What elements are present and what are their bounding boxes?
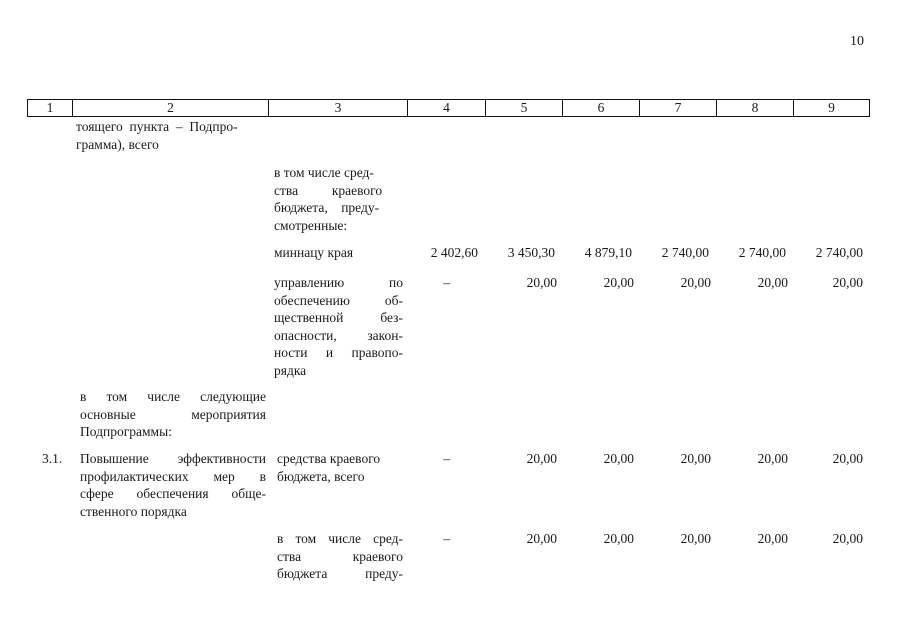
item-3-1-col3: средства краевого бюджета, всего bbox=[277, 451, 381, 484]
table-header-row bbox=[27, 99, 870, 117]
page-number: 10 bbox=[850, 34, 864, 49]
upravleniyu-val-5: 20,00 bbox=[526, 275, 557, 290]
including-budget-col3: в том числе сред- ства краевого бюджета, преду- смотренные: bbox=[274, 165, 383, 233]
minnatsu-val-5: 3 450,30 bbox=[507, 245, 555, 260]
upravleniyu-col3: управлению по обеспечению об- щественной без- опасности, закон- ности и правопо- рядка bbox=[274, 275, 403, 378]
header-col-8: 8 bbox=[717, 100, 794, 116]
header-col-7: 7 bbox=[640, 100, 717, 116]
minnatsu-val-9: 2 740,00 bbox=[815, 245, 863, 260]
item-3-1-including-val-4: – bbox=[443, 531, 450, 546]
header-col-2: 2 bbox=[73, 100, 269, 116]
item-3-1-val-6: 20,00 bbox=[603, 451, 634, 466]
item-3-1-val-8: 20,00 bbox=[757, 451, 788, 466]
header-col-4: 4 bbox=[408, 100, 486, 116]
header-col-5: 5 bbox=[486, 100, 563, 116]
minnatsu-val-6: 4 879,10 bbox=[584, 245, 632, 260]
header-col-9: 9 bbox=[828, 100, 835, 115]
upravleniyu-val-7: 20,00 bbox=[680, 275, 711, 290]
item-3-1-including-val-6: 20,00 bbox=[603, 531, 634, 546]
minnatsu-label: миннацу края bbox=[274, 245, 354, 260]
upravleniyu-val-6: 20,00 bbox=[603, 275, 634, 290]
item-3-1-val-7: 20,00 bbox=[680, 451, 711, 466]
continuation-col2: тоящего пункта – Подпро- грамма), всего bbox=[76, 119, 238, 152]
item-3-1-number: 3.1. bbox=[42, 451, 63, 466]
item-3-1-including-val-8: 20,00 bbox=[757, 531, 788, 546]
item-3-1-including-val-9: 20,00 bbox=[832, 531, 863, 546]
minnatsu-val-7: 2 740,00 bbox=[661, 245, 709, 260]
item-3-1-including-val-5: 20,00 bbox=[526, 531, 557, 546]
item-3-1-col2: Повышение эффективности профилактических мер в сфере обеспечения обще- ственного порядка bbox=[80, 451, 266, 519]
header-col-3: 3 bbox=[269, 100, 408, 116]
including-measures-col2: в том числе следующие основные мероприятия Подпрограммы: bbox=[80, 389, 266, 439]
item-3-1-val-9: 20,00 bbox=[832, 451, 863, 466]
header-col-1: 1 bbox=[28, 100, 73, 116]
minnatsu-val-8: 2 740,00 bbox=[738, 245, 786, 260]
upravleniyu-val-8: 20,00 bbox=[757, 275, 788, 290]
item-3-1-including-col3: в том числе сред- ства краевого бюджета преду- bbox=[277, 531, 403, 581]
header-col-6: 6 bbox=[563, 100, 640, 116]
minnatsu-val-4: 2 402,60 bbox=[430, 245, 478, 260]
upravleniyu-val-9: 20,00 bbox=[832, 275, 863, 290]
item-3-1-val-5: 20,00 bbox=[526, 451, 557, 466]
upravleniyu-val-4: – bbox=[443, 275, 450, 290]
item-3-1-val-4: – bbox=[443, 451, 450, 466]
item-3-1-including-val-7: 20,00 bbox=[680, 531, 711, 546]
